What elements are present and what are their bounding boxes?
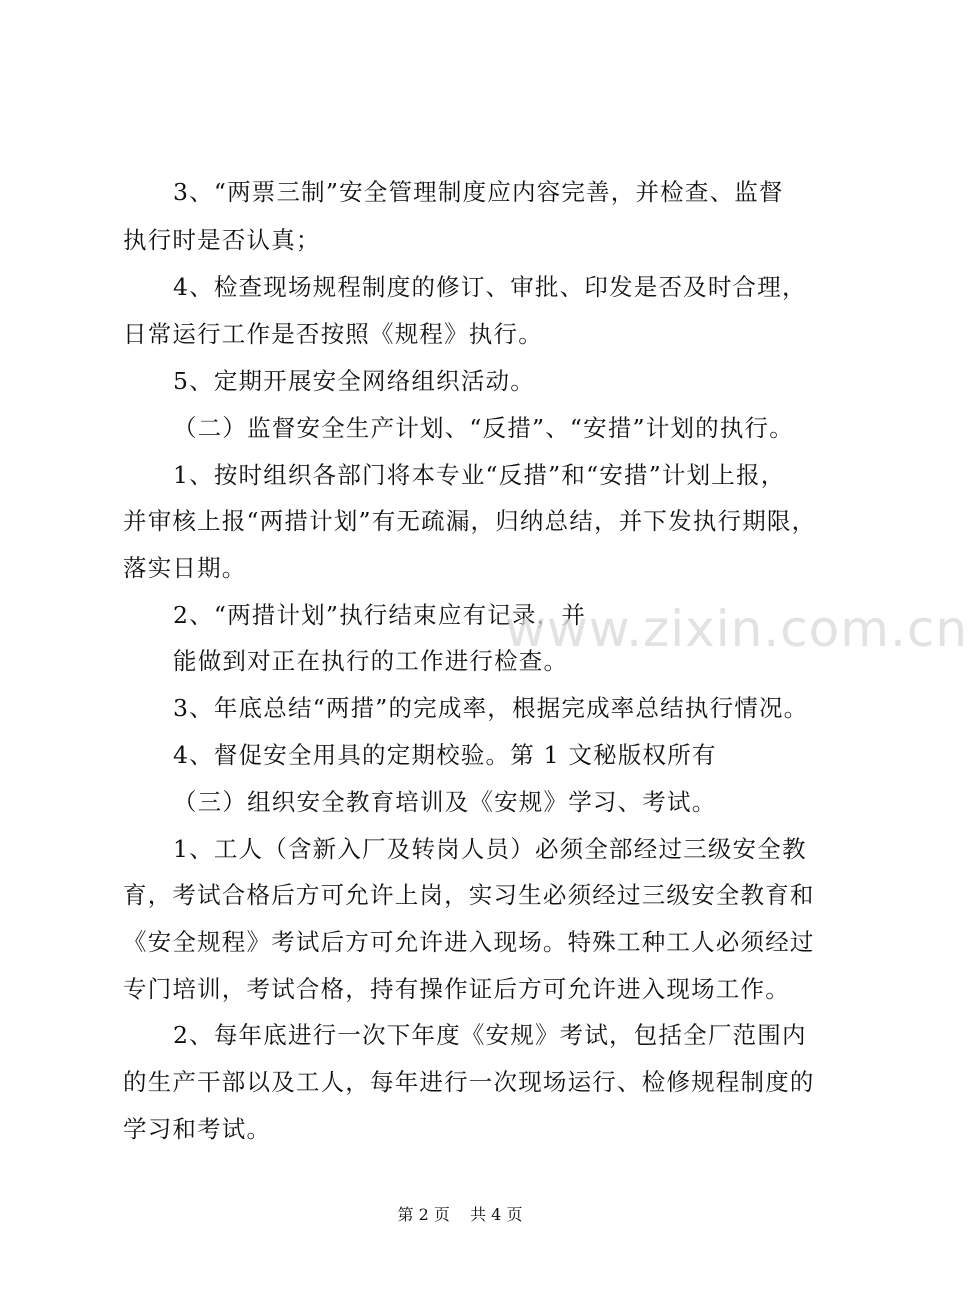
text-line: 执行时是否认真；: [123, 226, 321, 254]
text-line: 并审核上报“两措计划”有无疏漏，归纳总结，并下发执行期限，: [123, 507, 817, 535]
text-line: 学习和考试。: [123, 1115, 272, 1143]
text-line: 2、“两措计划”执行结束应有记录，并: [173, 601, 587, 629]
text-line: 1、工人（含新入厂及转岗人员）必须全部经过三级安全教: [173, 835, 807, 863]
text-line: 3、年底总结“两措”的完成率，根据完成率总结执行情况。: [173, 694, 809, 722]
text-line: 4、检查现场规程制度的修订、审批、印发是否及时合理，: [173, 273, 807, 301]
text-line: 育，考试合格后方可允许上岗，实习生必须经过三级安全教育和: [123, 881, 815, 909]
text-line: 的生产干部以及工人，每年进行一次现场运行、检修规程制度的: [123, 1068, 815, 1096]
page-total: 共 4 页: [470, 1205, 523, 1224]
text-line: 4、督促安全用具的定期校验。第 1 文秘版权所有: [173, 741, 717, 769]
text-line: 专门培训，考试合格，持有操作证后方可允许进入现场工作。: [123, 975, 790, 1003]
text-line: 能做到对正在执行的工作进行检查。: [173, 647, 569, 675]
text-line: 《安全规程》考试后方可允许进入现场。特殊工种工人必须经过: [123, 928, 815, 956]
page-footer: [0, 1202, 920, 1225]
text-line: 1、按时组织各部门将本专业“反措”和“安措”计划上报，: [173, 461, 786, 489]
section-heading: （二）监督安全生产计划、“反措”、“安措”计划的执行。: [173, 414, 794, 442]
text-line: 3、“两票三制”安全管理制度应内容完善，并检查、监督: [173, 178, 784, 206]
page-number: 第 2 页: [397, 1205, 450, 1224]
text-line: 2、每年底进行一次下年度《安规》考试，包括全厂范围内: [173, 1021, 807, 1049]
text-line: 落实日期。: [123, 554, 247, 582]
text-line: 5、定期开展安全网络组织活动。: [173, 367, 535, 395]
text-line: 日常运行工作是否按照《规程》执行。: [123, 320, 543, 348]
section-heading: （三）组织安全教育培训及《安规》学习、考试。: [173, 788, 717, 816]
watermark: www.zixin.com.cn: [505, 600, 968, 658]
